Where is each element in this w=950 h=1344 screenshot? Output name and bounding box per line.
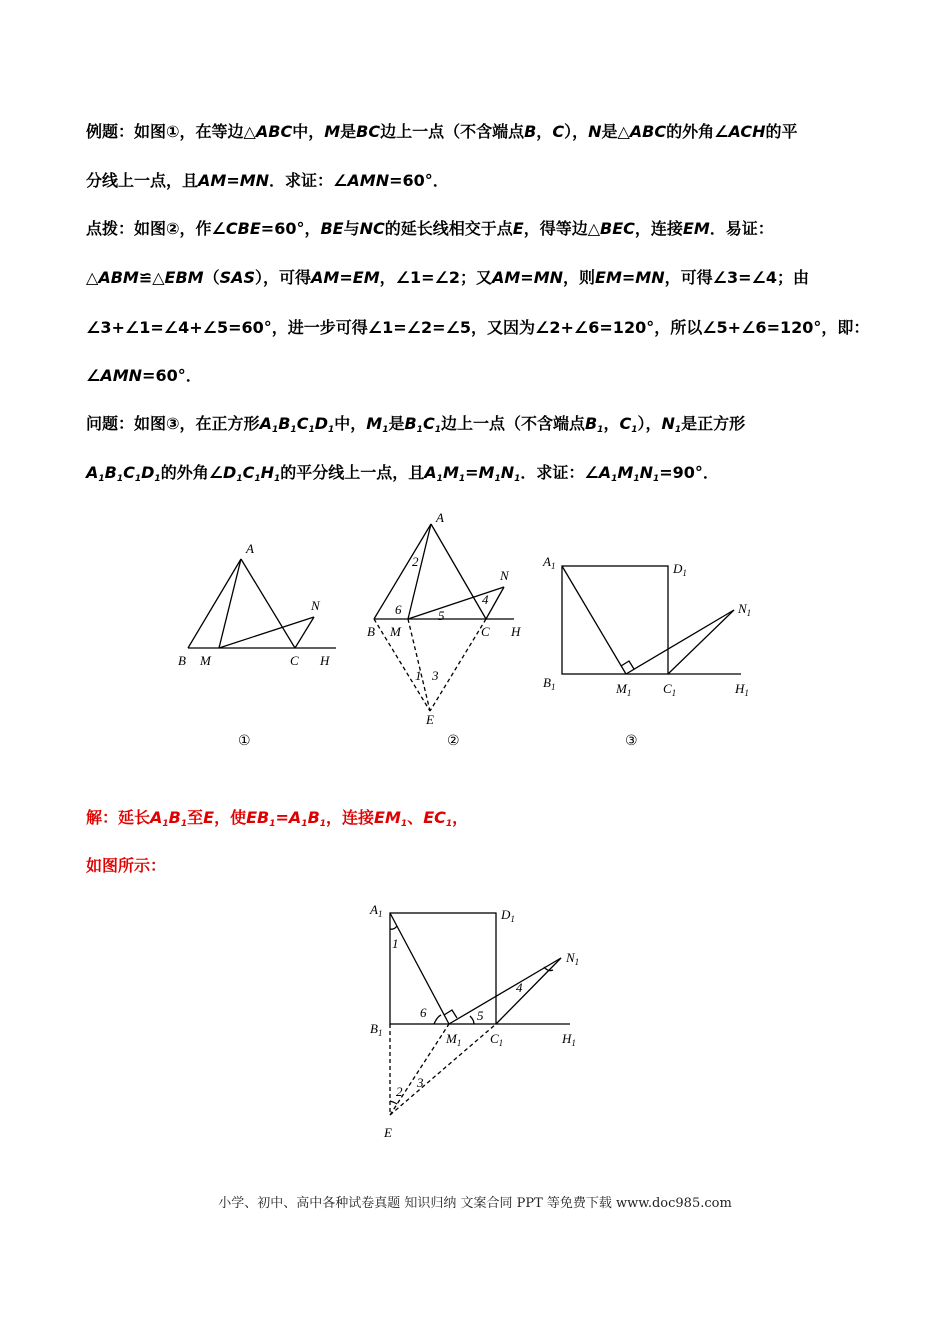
sol-label-m1: $M_1$ bbox=[446, 1031, 462, 1048]
fig2-label-1: 1 bbox=[415, 668, 422, 683]
fig2-label-c: C bbox=[481, 624, 490, 639]
figures-row bbox=[0, 500, 950, 760]
fig3-label-c1: $C_1$ bbox=[663, 681, 677, 698]
fig1-label-a: A bbox=[246, 541, 254, 556]
fig2-label-a: A bbox=[436, 510, 444, 525]
fig1-caption: ① bbox=[238, 733, 251, 749]
sol-label-a1: $A_1$ bbox=[370, 902, 383, 919]
fig3-label-a1: $A_1$ bbox=[543, 554, 556, 571]
fig2-label-5: 5 bbox=[438, 608, 445, 623]
sol-label-5: 5 bbox=[477, 1008, 484, 1023]
fig2-label-2: 2 bbox=[412, 554, 419, 569]
example-line-1: 例题：如图①，在等边△ABC中，M是BC边上一点（不含端点B，C），N是△ABC的外角∠ACH的平 bbox=[86, 122, 798, 141]
fig3-label-d1: $D_1$ bbox=[673, 561, 687, 578]
sol-label-b1: $B_1$ bbox=[370, 1021, 383, 1038]
hint-line-4: ∠AMN=60°． bbox=[86, 366, 202, 385]
footer-text: 小学、初中、高中各种试卷真题 知识归纳 文案合同 PPT 等免费下载 www.doc985.com bbox=[218, 1196, 732, 1211]
fig2-label-n: N bbox=[500, 568, 509, 583]
fig1-label-n: N bbox=[311, 598, 320, 613]
fig2-caption: ② bbox=[447, 733, 460, 749]
fig2-label-m: M bbox=[390, 624, 401, 639]
fig2-label-4: 4 bbox=[482, 592, 489, 607]
sol-label-4: 4 bbox=[516, 980, 523, 995]
example-line-2: 分线上一点，且AM=MN．求证：∠AMN=60°． bbox=[86, 171, 449, 190]
fig1-label-c: C bbox=[290, 653, 299, 668]
sol-label-d1: $D_1$ bbox=[501, 907, 515, 924]
solution-line-2: 如图所示： bbox=[86, 856, 167, 875]
sol-label-6: 6 bbox=[420, 1005, 427, 1020]
fig2-label-3: 3 bbox=[432, 668, 439, 683]
hint-line-3: ∠3+∠1=∠4+∠5=60°，进一步可得∠1=∠2=∠5，又因为∠2+∠6=120°，所以∠5+∠6=120°，即： bbox=[86, 318, 870, 337]
fig3-label-n1: $N_1$ bbox=[738, 601, 752, 618]
fig3-caption: ③ bbox=[625, 733, 638, 749]
sol-label-c1: $C_1$ bbox=[490, 1031, 504, 1048]
solution-figure bbox=[0, 895, 950, 1145]
fig3-label-b1: $B_1$ bbox=[543, 675, 556, 692]
fig3-label-m1: $M_1$ bbox=[616, 681, 632, 698]
figure-3-diagram bbox=[562, 566, 741, 674]
fig2-label-e: E bbox=[426, 712, 434, 727]
hint-line-1: 点拨：如图②，作∠CBE=60°，BE与NC的延长线相交于点E，得等边△BEC，连接EM．易证： bbox=[86, 219, 774, 238]
problem-line-1: 问题：如图③，在正方形$A_1B_1C_1D_1$中，$M_1$是$B_1C_1$边上一点（不含端点$B_1$，$C_1$），$N_1$是正方形 bbox=[86, 414, 746, 435]
hint-line-2: △ABM≌△EBM（SAS），可得AM=EM，∠1=∠2；又AM=MN，则EM=MN，可得∠3=∠4；由 bbox=[86, 268, 809, 287]
sol-label-2: 2 bbox=[396, 1084, 403, 1099]
sol-label-1: 1 bbox=[392, 936, 399, 951]
fig2-label-b: B bbox=[367, 624, 375, 639]
fig2-label-h: H bbox=[511, 624, 521, 639]
sol-label-n1: $N_1$ bbox=[566, 950, 580, 967]
fig1-label-m: M bbox=[200, 653, 211, 668]
sol-label-3: 3 bbox=[417, 1075, 424, 1090]
fig1-label-b: B bbox=[178, 653, 186, 668]
problem-line-2: $A_1B_1C_1D_1$的外角$\angle D_1C_1H_1$的平分线上一点，且$A_1M_1=M_1N_1$．求证：$\angle A_1M_1N_1=90^\circ$． bbox=[86, 463, 719, 484]
sol-label-h1: $H_1$ bbox=[562, 1031, 576, 1048]
fig1-label-h: H bbox=[320, 653, 330, 668]
solution-line-1: 解：延长$A_1B_1$至E，使$EB_1=A_1B_1$，连接$EM_1$、$EC_1$， bbox=[86, 808, 469, 829]
fig3-label-h1: $H_1$ bbox=[735, 681, 749, 698]
fig2-label-6: 6 bbox=[395, 602, 402, 617]
sol-label-e: E bbox=[384, 1125, 392, 1140]
